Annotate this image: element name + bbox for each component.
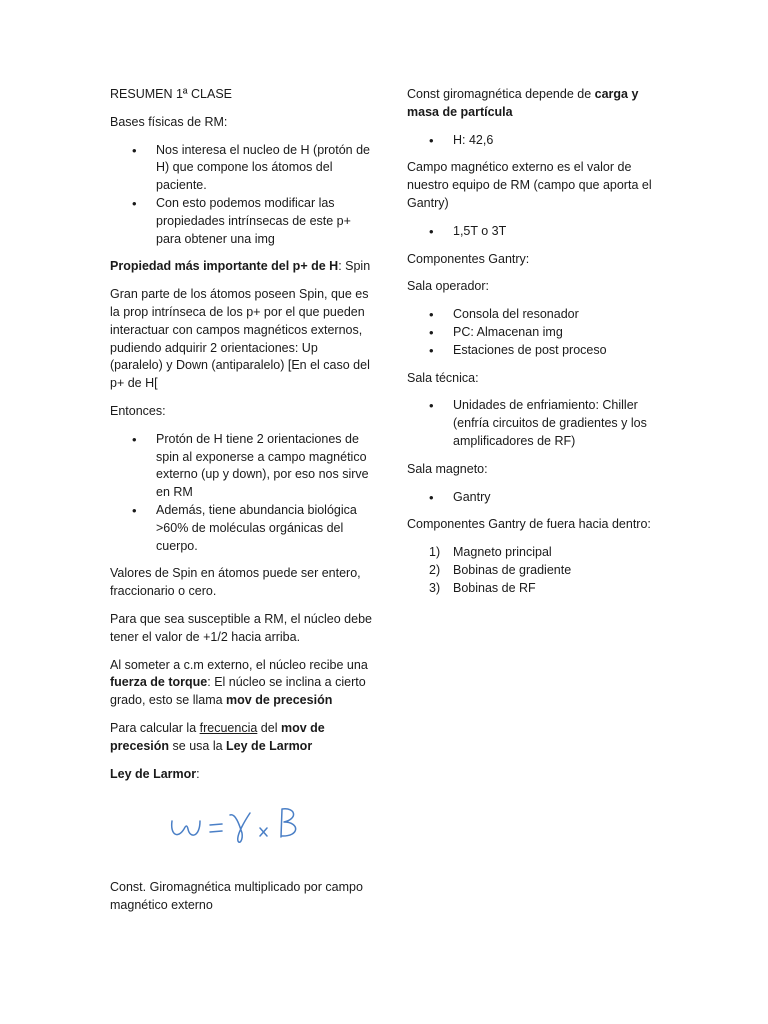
text-span: : xyxy=(196,766,200,781)
larmor-formula-handwritten xyxy=(166,805,316,851)
list-item: • H: 42,6 xyxy=(407,132,669,150)
bold-span: carga y masa de partícula xyxy=(407,87,639,119)
list-item: • Con esto podemos modificar las propiedades intrínsecas de este p+ para obtener una img xyxy=(110,195,372,248)
list-item: • Consola del resonador xyxy=(407,306,669,324)
tecnica-heading: Sala técnica: xyxy=(407,370,479,385)
numbered-item xyxy=(407,562,669,580)
giro-list xyxy=(407,132,669,150)
larmor-heading xyxy=(110,766,372,784)
left-column xyxy=(110,86,372,925)
document-title: RESUMEN 1ª CLASE xyxy=(110,87,233,101)
tecnica-list xyxy=(407,397,669,450)
list-item: • Protón de H tiene 2 orientaciones de spin al exponerse a campo magnético externo (up y down), por eso nos sirve en RM xyxy=(110,431,372,502)
bases-list xyxy=(110,142,372,249)
bold-span: mov de precesión xyxy=(226,693,333,708)
entonces-heading: Entonces: xyxy=(110,403,166,418)
list-item: • Estaciones de post proceso xyxy=(407,342,669,360)
numbered-item xyxy=(407,544,669,562)
const-paragraph: Const. Giromagnética multiplicado por campo magnético externo xyxy=(110,880,363,912)
gamma-glyph xyxy=(230,813,250,842)
numbered-item xyxy=(407,580,669,598)
bold-span: Ley de Larmor xyxy=(226,738,313,753)
fuera-paragraph: Componentes Gantry de fuera hacia dentro: xyxy=(407,517,651,532)
text-span: Al someter a c.m externo, el núcleo recibe una xyxy=(110,657,368,672)
text-span: : El núcleo se inclina a cierto grado, esto se llama xyxy=(110,675,366,708)
susceptible-paragraph: Para que sea susceptible a RM, el núcleo debe tener el valor de +1/2 hacia arriba. xyxy=(110,611,372,644)
item-number: 1) xyxy=(429,545,441,560)
item-text: Magneto principal xyxy=(453,545,552,560)
componentes-heading: Componentes Gantry: xyxy=(407,251,530,266)
operador-list xyxy=(407,306,669,359)
calcular-paragraph xyxy=(110,720,372,756)
item-text: Bobinas de gradiente xyxy=(453,562,572,577)
giro-paragraph xyxy=(407,86,669,122)
entonces-list xyxy=(110,431,372,556)
text-span: Para calcular la xyxy=(110,720,200,735)
fuera-list xyxy=(407,544,669,597)
b-glyph xyxy=(281,809,296,837)
property-rest: : Spin xyxy=(338,259,371,274)
omega-glyph xyxy=(172,821,200,835)
equals-glyph xyxy=(210,824,222,832)
list-item: • PC: Almacenan img xyxy=(407,324,669,342)
valores-paragraph: Valores de Spin en átomos puede ser entero, fraccionario o cero. xyxy=(110,566,361,599)
bold-span: mov de precesión xyxy=(110,720,325,753)
someter-paragraph xyxy=(110,657,372,710)
bold-span: fuerza de torque xyxy=(110,675,208,690)
list-item: • Unidades de enfriamiento: Chiller (enfría circuitos de gradientes y los amplificadores de RF) xyxy=(407,397,669,450)
text-span: se usa la xyxy=(169,738,227,753)
item-number: 3) xyxy=(429,580,441,595)
list-item: • Además, tiene abundancia biológica >60% de moléculas orgánicas del cuerpo. xyxy=(110,502,372,555)
text-span: Const giromagnética depende de xyxy=(407,87,595,101)
spin-paragraph: Gran parte de los átomos poseen Spin, que es la prop intrínseca de los p+ por el que pueden interactuar con campos magnéticos externos, pudiendo adquirir 2 orientaciones: Up (paralelo) y Down (antiparalelo) [En el caso del p+ de H[ xyxy=(110,287,370,391)
list-item: • Nos interesa el nucleo de H (protón de H) que compone los átomos del paciente. xyxy=(110,142,372,195)
magneto-heading: Sala magneto: xyxy=(407,461,488,476)
property-paragraph xyxy=(110,258,372,276)
operador-heading: Sala operador: xyxy=(407,279,490,294)
campo-paragraph: Campo magnético externo es el valor de nuestro equipo de RM (campo que aporta el Gantry) xyxy=(407,160,652,210)
list-item: • 1,5T o 3T xyxy=(407,223,669,241)
item-number: 2) xyxy=(429,562,441,577)
item-text: Bobinas de RF xyxy=(453,580,536,595)
bold-span: Ley de Larmor xyxy=(110,766,197,781)
campo-list xyxy=(407,223,669,241)
list-item: • Gantry xyxy=(407,489,669,507)
magneto-list xyxy=(407,489,669,507)
underlined-span: frecuencia xyxy=(199,720,258,735)
right-column xyxy=(407,86,669,608)
text-span: del xyxy=(257,720,281,735)
property-bold: Propiedad más importante del p+ de H xyxy=(110,259,339,274)
times-glyph xyxy=(260,828,267,836)
bases-heading: Bases físicas de RM: xyxy=(110,114,228,129)
